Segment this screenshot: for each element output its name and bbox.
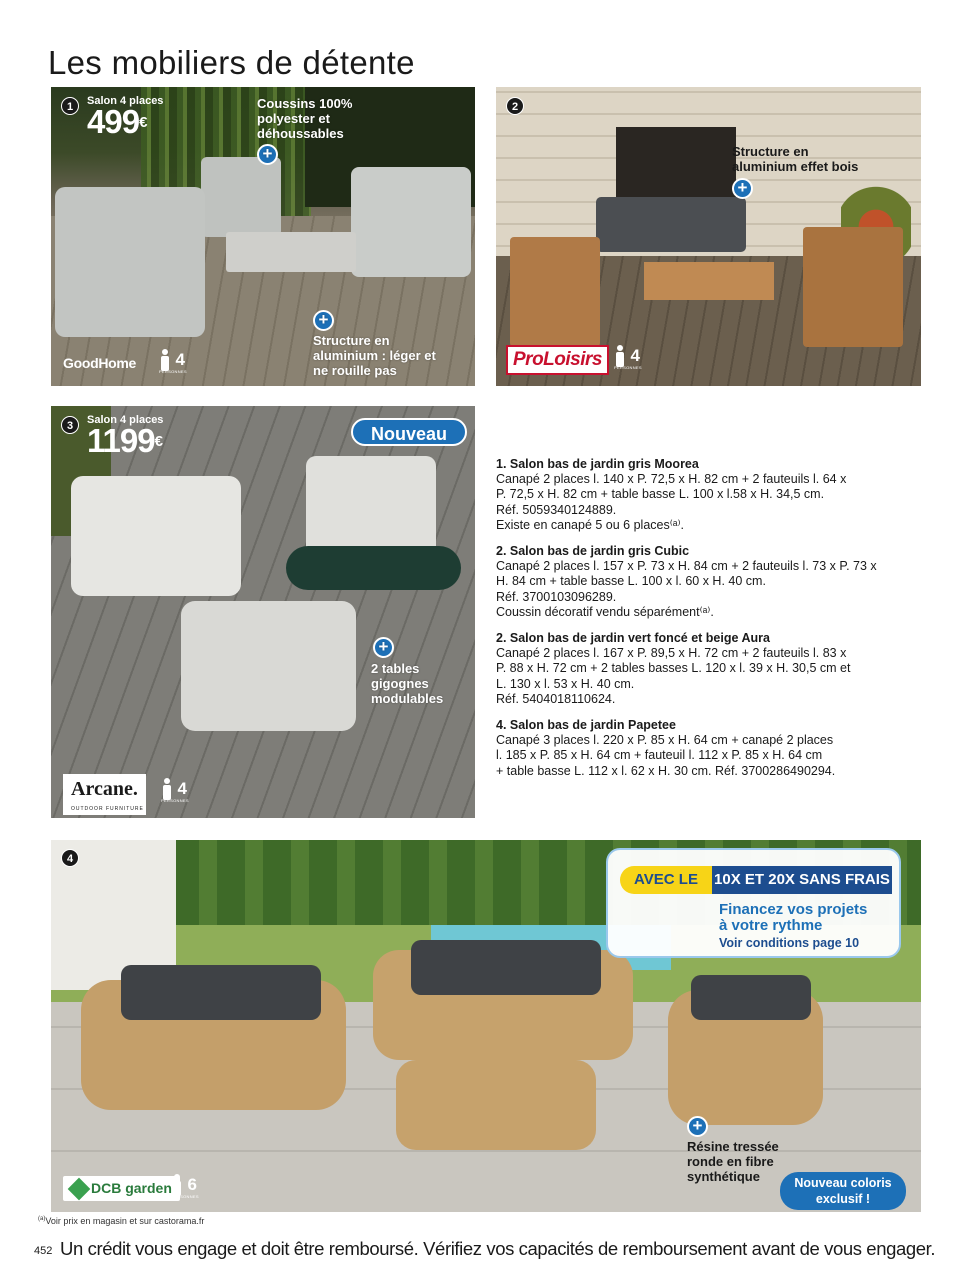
brand-logo-proloisirs: ProLoisirs — [506, 345, 609, 375]
spec-line: Canapé 2 places l. 167 x P. 89,5 x H. 72 cm + 2 fauteuils l. 83 x — [496, 646, 847, 661]
spec-line: Réf. 5404018110624. — [496, 691, 616, 706]
capacity-indicator: 4 PERSONNES — [161, 779, 189, 803]
product-number: 1 — [61, 97, 79, 115]
price-value: 1199€ — [87, 422, 162, 459]
financing-banner[interactable] — [606, 848, 901, 958]
spec-line: H. 84 cm + table basse L. 100 x l. 60 x H. 40 cm. — [496, 574, 766, 589]
spec-line: L. 130 x l. 53 x H. 40 cm. — [496, 676, 635, 691]
brand-logo-arcane: Arcane. OUTDOOR FURNITURE — [63, 774, 146, 815]
spec-title: 2. Salon bas de jardin gris Cubic — [496, 544, 690, 559]
product-3-photo — [51, 406, 475, 818]
capacity-indicator: 6 PERSONNES — [171, 1175, 199, 1199]
dcb-logo-mark-icon — [68, 1178, 91, 1201]
spec-line: Canapé 3 places l. 220 x P. 85 x H. 64 cm + canapé 2 places — [496, 733, 834, 748]
person-icon — [159, 349, 171, 371]
spec-block — [496, 544, 926, 620]
spec-title: 1. Salon bas de jardin gris Moorea — [496, 457, 699, 471]
new-badge: Nouveau — [351, 418, 467, 446]
callout-tables: + 2 tables gigognes modulables — [371, 637, 444, 706]
price-label: Salon 4 places — [87, 414, 164, 426]
product-1-photo — [51, 87, 475, 386]
product-number: 3 — [61, 416, 79, 434]
person-icon — [614, 345, 626, 367]
spec-line: Réf. 5059340124889. — [496, 502, 617, 517]
financing-prefix: AVEC LE — [620, 866, 712, 894]
product-number: 4 — [61, 849, 79, 867]
product-specifications — [496, 457, 926, 790]
price-label: Salon 4 places — [87, 95, 164, 107]
page-title: Les mobiliers de détente — [48, 44, 415, 81]
spec-block — [496, 457, 926, 533]
product-number: 2 — [506, 97, 524, 115]
price-block — [87, 414, 164, 459]
plus-icon[interactable]: + — [257, 144, 278, 165]
spec-line: P. 88 x H. 72 cm + 2 tables basses L. 120 x l. 39 x H. 30,5 cm et — [496, 661, 851, 676]
brand-logo-dcb-garden: DCB garden — [63, 1176, 180, 1201]
person-icon — [171, 1174, 183, 1196]
spec-block — [496, 631, 926, 707]
spec-line: Canapé 2 places l. 140 x P. 72,5 x H. 82 cm + 2 fauteuils l. 64 x — [496, 472, 847, 487]
spec-block — [496, 718, 926, 779]
product-2-photo — [496, 87, 921, 386]
callout-resin: + Résine tressée ronde en fibre synthétique — [687, 1116, 779, 1184]
spec-line: P. 72,5 x H. 82 cm + table basse L. 100 x l.58 x H. 34,5 cm. — [496, 487, 825, 502]
plus-icon[interactable]: + — [313, 310, 334, 331]
brand-logo-goodhome: GoodHome — [63, 355, 137, 371]
spec-title: 2. Salon bas de jardin vert foncé et beige Aura — [496, 631, 770, 646]
callout-structure: + Structure en aluminium : léger et ne rouille pas — [313, 310, 436, 378]
credit-warning: Un crédit vous engage et doit être remboursé. Vérifiez vos capacités de remboursement avant de vous engager. — [60, 1238, 936, 1259]
capacity-indicator: 4 PERSONNES — [159, 350, 187, 374]
financing-conditions-link[interactable]: Voir conditions page 10 — [719, 936, 860, 950]
footnote: $^{(a)}$Voir prix en magasin et sur castorama.fr — [38, 1216, 205, 1226]
price-block — [87, 95, 164, 140]
spec-line: + table basse L. 112 x l. 62 x H. 30 cm. Réf. 3700286490294. — [496, 763, 836, 778]
plus-icon[interactable]: + — [732, 178, 753, 199]
spec-line: Existe en canapé 5 ou 6 places⁽ᵃ⁾. — [496, 517, 684, 532]
spec-line: l. 185 x P. 85 x H. 64 cm + fauteuil l. 112 x P. 85 x H. 64 cm — [496, 748, 823, 763]
capacity-indicator: 4 PERSONNES — [614, 346, 642, 370]
financing-title: Financez vos projets à votre rythme — [719, 901, 868, 934]
person-icon — [161, 778, 173, 800]
price-value: 499€ — [87, 103, 147, 140]
callout-structure-wood: Structure en aluminium effet bois + — [732, 144, 859, 197]
spec-line: Coussin décoratif vendu séparément⁽ᵃ⁾. — [496, 604, 714, 619]
spec-line: Réf. 3700103096289. — [496, 589, 617, 604]
spec-line: Canapé 2 places l. 157 x P. 73 x H. 84 cm + 2 fauteuils l. 73 x P. 73 x — [496, 559, 877, 574]
exclusive-color-badge: Nouveau coloris exclusif ! — [780, 1172, 906, 1210]
plus-icon[interactable]: + — [373, 637, 394, 658]
financing-offer: 10X ET 20X SANS FRAIS — [712, 866, 892, 894]
spec-title: 4. Salon bas de jardin Papetee — [496, 718, 676, 733]
plus-icon[interactable]: + — [687, 1116, 708, 1137]
page-number: 452 — [34, 1245, 53, 1257]
callout-cushions: Coussins 100% polyester et déhoussables + — [257, 96, 353, 163]
